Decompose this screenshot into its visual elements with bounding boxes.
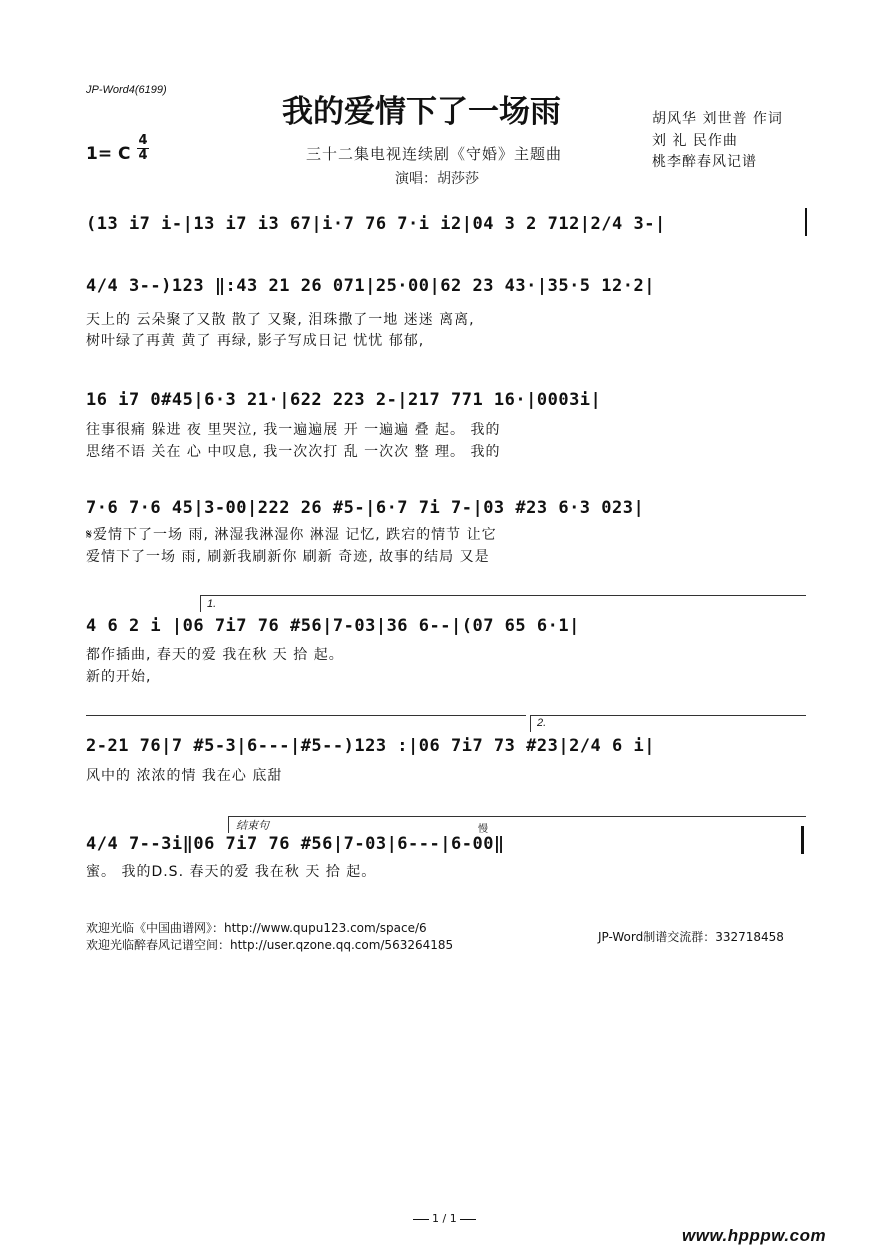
- notation-line-4: 7·6 7·6 45|3-00|222 26 #5-|6·7 7i 7-|03 #23 6·3 023|: [86, 498, 645, 518]
- subtitle: 三十二集电视连续剧《守婚》主题曲: [306, 145, 563, 163]
- notation-line-3: 16 i7 0#45|6·3 21·|622 223 2-|217 771 16·|0003i|: [86, 390, 602, 410]
- footer-link-qzone[interactable]: 欢迎光临醉春风记谱空间：http://user.qzone.qq.com/563264185: [86, 938, 454, 952]
- footer-link-qupu[interactable]: 欢迎光临《中国曲谱网》：http://www.qupu123.com/space/6: [86, 921, 427, 935]
- singer: 演唱：胡莎莎: [395, 171, 479, 187]
- tempo-mark: 慢: [478, 824, 488, 835]
- time-top: 4: [138, 133, 148, 148]
- transcriber-credit: 桃李醉春风记谱: [652, 154, 757, 170]
- lyric-line-6-1: 风中的 浓浓的情 我在心 底甜: [86, 768, 283, 784]
- staff-end-bar: [805, 208, 807, 236]
- lyric-line-3-2: 思绪不语 关在 心 中叹息, 我一次次打 乱 一次次 整 理。 我的: [86, 444, 501, 460]
- volta-continuation: [86, 715, 526, 732]
- volta-bracket-1: [200, 595, 806, 612]
- volta-label-1: 1.: [207, 598, 217, 610]
- composer-credit: 刘 礼 民作曲: [652, 133, 738, 149]
- lyric-line-5-1: 都作插曲, 春天的爱 我在秋 天 拾 起。: [86, 647, 344, 663]
- page-number-text: 1 / 1: [432, 1212, 457, 1225]
- time-signature: [137, 134, 149, 163]
- volta-bracket-2: [530, 715, 806, 732]
- lyric-line-7-1: 蜜。 我的D.S. 春天的爱 我在秋 天 拾 起。: [86, 864, 377, 880]
- page-number: [410, 1212, 479, 1225]
- website-watermark: www.hpppw.com: [682, 1226, 827, 1245]
- lyric-line-4-1: 𝄋爱情下了一场 雨, 淋湿我淋湿你 淋湿 记忆, 跌宕的情节 让它: [86, 527, 497, 543]
- lyricist-credit: 胡风华 刘世普 作词: [652, 111, 783, 127]
- lyric-line-4-2: 爱情下了一场 雨, 刷新我刷新你 刷新 奇迹, 故事的结局 又是: [86, 549, 490, 565]
- lyric-line-3-1: 往事很痛 躲进 夜 里哭泣, 我一遍遍展 开 一遍遍 叠 起。 我的: [86, 422, 501, 438]
- lyric-line-2-1: 天上的 云朵聚了又散 散了 又聚, 泪珠撒了一地 迷迷 离离,: [86, 312, 475, 328]
- notation-line-6: 2-21 76|7 #5-3|6---|#5--)123 :|06 7i7 73 #23|2/4 6 i|: [86, 736, 655, 756]
- volta-label-2: 2.: [537, 717, 547, 729]
- coda-label: 结束句: [236, 820, 269, 832]
- coda-bracket: [228, 816, 806, 833]
- notation-line-2: 4/4 3--)123 ‖:43 21 26 071|25·00|62 23 43·|35·5 12·2|: [86, 276, 655, 296]
- time-bottom: 4: [138, 148, 148, 163]
- lyric-line-5-2: 新的开始,: [86, 669, 152, 685]
- key-signature: 1= C: [86, 144, 131, 164]
- footer-group: JP-Word制谱交流群：332718458: [598, 930, 784, 944]
- notation-line-7: 4/4 7--3i‖06 7i7 76 #56|7-03|6---|6-00‖: [86, 834, 505, 854]
- final-bar: [801, 826, 804, 854]
- software-label: JP-Word4(6199): [86, 84, 167, 96]
- song-title: 我的爱情下了一场雨: [282, 94, 561, 130]
- notation-line-5: 4 6 2 i |06 7i7 76 #56|7-03|36 6--|(07 65 6·1|: [86, 616, 580, 636]
- lyric-line-2-2: 树叶绿了再黄 黄了 再绿, 影子写成日记 忧忧 郁郁,: [86, 333, 425, 349]
- notation-line-1: (13 i7 i-|13 i7 i3 67|i·7 76 7·i i2|04 3 2 712|2/4 3-|: [86, 214, 666, 234]
